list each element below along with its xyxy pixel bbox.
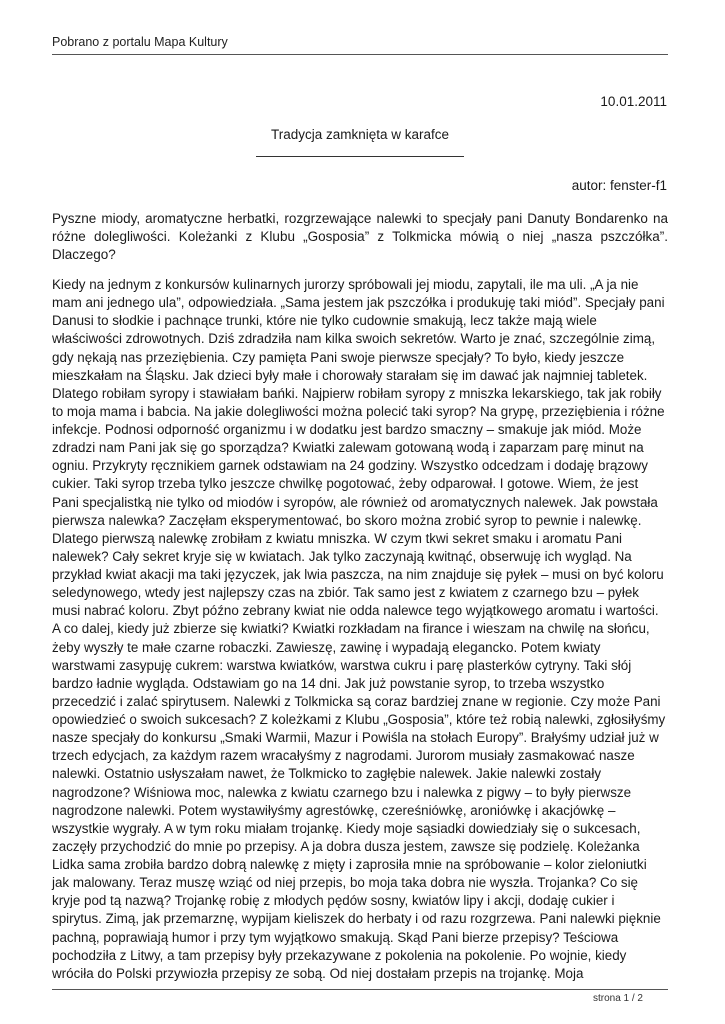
article-author: autor: fenster-f1 xyxy=(571,178,667,193)
title-underline xyxy=(256,156,464,157)
header-divider xyxy=(52,54,668,55)
article-date: 10.01.2011 xyxy=(600,94,667,109)
article-lead: Pyszne miody, aromatyczne herbatki, rozgrzewające nalewki to specjały pani Danuty Bondarenko na różne dolegliwości. Koleżanki z Klubu „Gosposia” z Tolkmicka mówią o niej „nasza pszczółka”. Dlaczego? xyxy=(52,211,668,263)
page-number: strona 1 / 2 xyxy=(592,993,643,1004)
article-title: Tradycja zamknięta w karafce xyxy=(270,127,450,142)
article-body: Kiedy na jednym z konkursów kulinarnych jurorzy spróbowali jej miodu, zapytali, ile ma uli. „A ja nie mam ani jednego ula”, odpowiedziała. „Sama jestem jak pszczółka i produkuję taki miód”. Specjały pani Danusi to słodkie i pachnące trunki, które nie tylko cudownie smakują, lecz także mają wiele właściwości zdrowotnych. Dziś zdradziła nam kilka swoich sekretów. Warto je znać, szczególnie zimą, gdy nękają nas przeziębienia. Czy pamięta Pani swoje pierwsze specjały? To było, kiedy jeszcze mieszkałam na Śląsku. Jak dzieci były małe i chorowały starałam się im dawać jak najmniej tabletek. Dlatego robiłam syropy i stawiałam bańki. Najpierw robiłam syropy z mniszka lekarskiego, tak jak robiły to moja mama i babcia. Na jakie dolegliwości można polecić taki syrop? Na grypę, przeziębienia i różne infekcje. Podnosi odporność organizmu i w dodatku jest bardzo smaczny – smakuje jak miód. Może zdradzi nam Pani jak się go sporządza? Kwiatki zalewam gotowaną wodą i zaparzam parę minut na ogniu. Przykryty ręcznikiem garnek odstawiam na 24 godziny. Wszystko odcedzam i dodaję brązowy cukier. Taki syrop trzeba tylko jeszcze chwilkę pogotować, żeby odparował. I gotowe. Wiem, że jest Pani specjalistką nie tylko od miodów i syropów, ale również od aromatycznych nalewek. Jak powstała pierwsza nalewka? Zaczęłam eksperymentować, bo skoro można zrobić syrop to pewnie i nalewkę. Dlatego pierwszą nalewkę zrobiłam z kwiatu mniszka. W czym tkwi sekret smaku i aromatu Pani nalewek? Cały sekret kryje się w kwiatach. Jak tylko zaczynają kwitnąć, obserwuję ich wygląd. Na przykład kwiat akacji ma taki języczek, jak lwia paszcza, na nim znajduje się pyłek – musi on być koloru seledynowego, wtedy jest najlepszy czas na zbiór. Tak samo jest z kwiatem z czarnego bzu – pyłek musi nabrać koloru. Zbyt późno zebrany kwiat nie odda nalewce tego wyjątkowego aromatu i wartości. A co dalej, kiedy już zbierze się kwiatki? Kwiatki rozkładam na firance i wieszam na chwilę na słońcu, żeby wyszły te małe czarne robaczki. Zawieszę, zawinę i wypadają elegancko. Potem kwiaty warstwami zasypuję cukrem: warstwa kwiatków, warstwa cukru i parę plasterków cytryny. Taki słój bardzo ładnie wygląda. Odstawiam go na 14 dni. Jak już powstanie syrop, to trzeba wszystko przecedzić i zalać spirytusem. Nalewki z Tolkmicka są coraz bardziej znane w regionie. Czy może Pani opowiedzieć o swoich sukcesach? Z koleżkami z Klubu „Gosposia”, które też robią nalewki, zgłosiłyśmy nasze specjały do konkursu „Smaki Warmii, Mazur i Powiśla na stołach Europy”. Brałyśmy udział już w trzech edycjach, za każdym razem wracałyśmy z nagrodami. Jurorom musiały zasmakować nasze nalewki. Ostatnio usłyszałam nawet, że Tolkmicko to zagłębie nalewek. Jakie nalewki zostały nagrodzone? Wiśniowa moc, nalewka z kwiatu czarnego bzu i nalewka z pigwy – to były pierwsze nagrodzone nalewki. Potem wystawiłyśmy agrestówkę, czereśniówkę, aroniówkę i akacjówkę – wszystkie wygrały. A w tym roku miałam trojankę. Kiedy moje sąsiadki dowiedziały się o sukcesach, zaczęły przychodzić do mnie po przepisy. A ja dobra dusza jestem, zawsze się podzielę. Koleżanka Lidka sama zrobiła bardzo dobrą nalewkę z mięty i zaprosiła mnie na spróbowanie – kolor zieloniutki jak malowany. Teraz muszę wziąć od niej przepis, bo moja taka dobra nie wyszła. Trojanka? Co się kryje pod tą nazwą? Trojankę robię z młodych pędów sosny, kwiatów lipy i akcji, dodaję cukier i spirytus. Zimą, jak przemarznę, wypijam kieliszek do herbaty i od razu rozgrzewa. Pani nalewki pięknie pachną, poprawiają humor i przy tym wyjątkowo smakują. Skąd Pani bierze przepisy? Teściowa pochodziła z Litwy, a tam przepisy były przekazywane z pokolenia na pokolenie. Po wojnie, kiedy wróciła do Polski przywiozła przepisy ze sobą. Od niej dostałam przepis na trojankę. Moja xyxy=(52,277,666,981)
source-header: Pobrano z portalu Mapa Kultury xyxy=(52,35,228,49)
footer-divider xyxy=(52,989,668,990)
